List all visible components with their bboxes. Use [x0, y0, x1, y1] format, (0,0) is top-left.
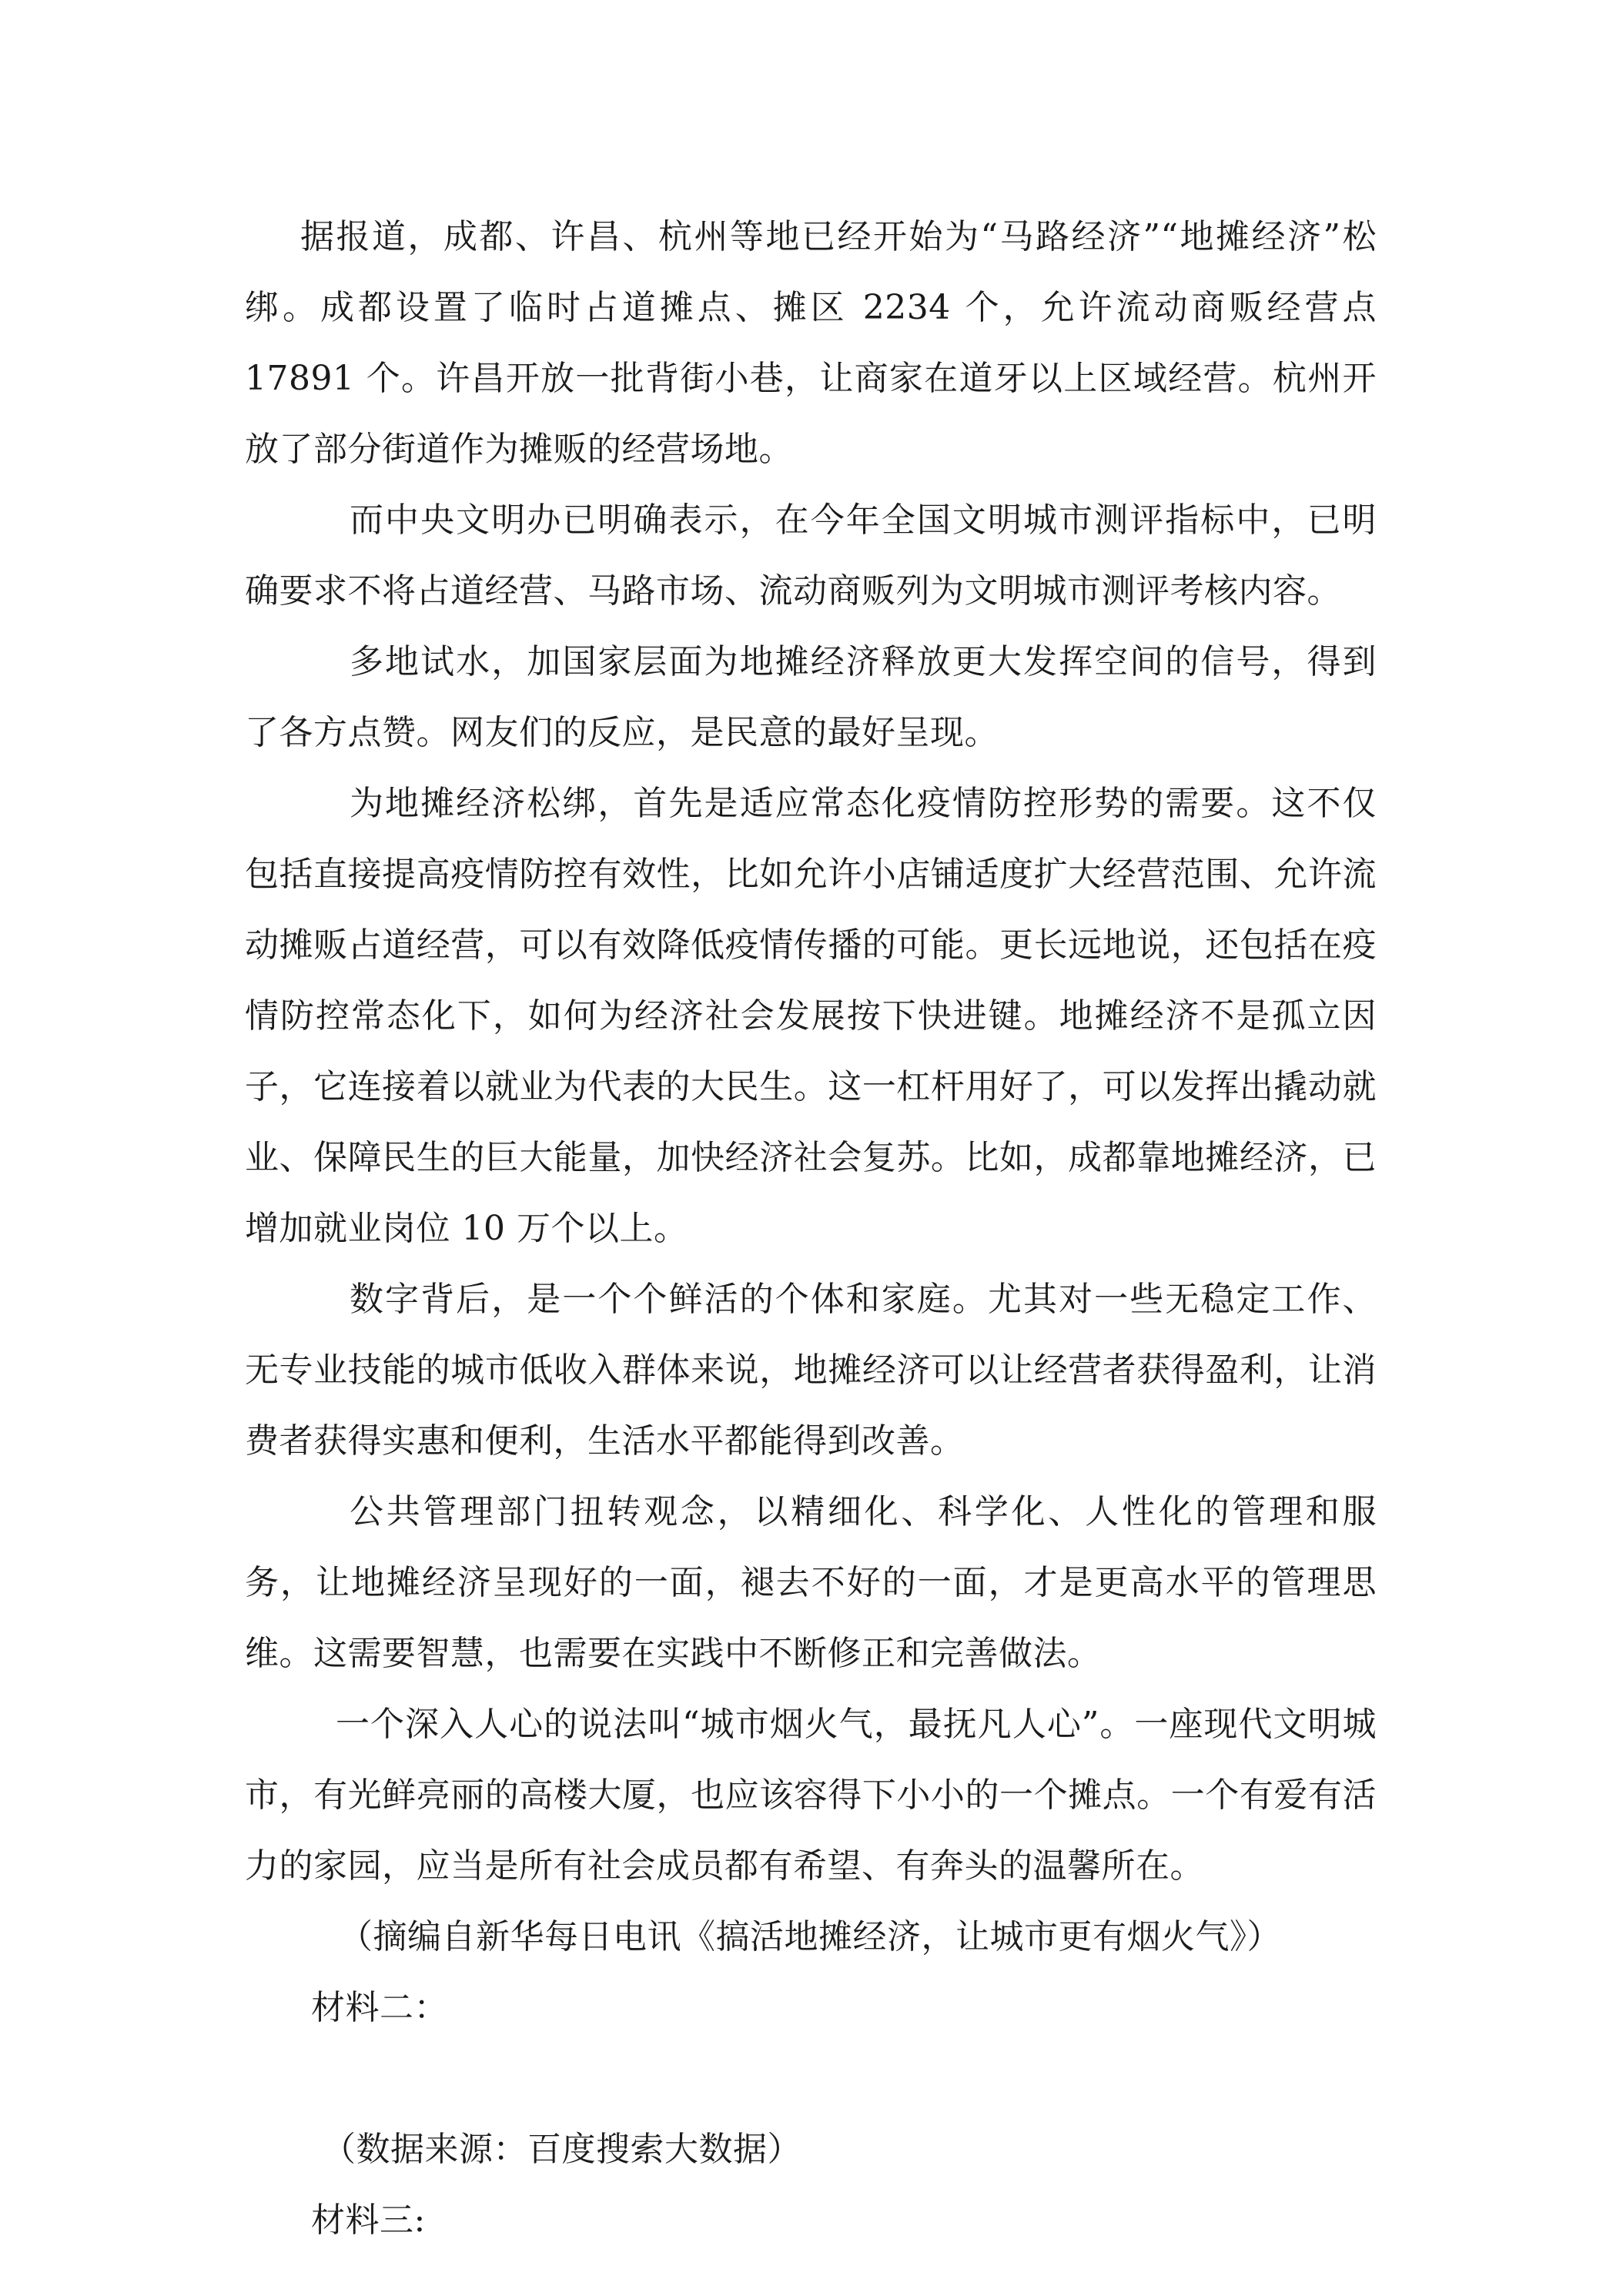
paragraph-4: 为地摊经济松绑，首先是适应常态化疫情防控形势的需要。这不仅包括直接提高疫情防控有效性，比如允许小店铺适度扩大经营范围、允许流动摊贩占道经营，可以有效降低疫情传播的可能。更长远地说，还包括在疫情防控常态化下，如何为经济社会发展按下快进键。地摊经济不是孤立因子，它连接着以就业为代表的大民生。这一杠杆用好了，可以发挥出撬动就业、保障民生的巨大能量，加快经济社会复苏。比如，成都靠地摊经济，已增加就业岗位 10 万个以上。 [245, 784, 1377, 1248]
paragraph-3: 多地试水，加国家层面为地摊经济释放更大发挥空间的信号，得到了各方点赞。网友们的反应，是民意的最好呈现。 [245, 642, 1377, 752]
source-note: （摘编自新华每日电讯《搞活地摊经济，让城市更有烟火气》） [339, 1917, 1281, 1956]
paragraph-1: 据报道，成都、许昌、杭州等地已经开始为“马路经济”“地摊经济”松绑。成都设置了临时占道摊点、摊区 2234 个，允许流动商贩经营点 17891 个。许昌开放一批背街小巷，让商家在道牙以上区域经营。杭州开放了部分街道作为摊贩的经营场地。 [245, 217, 1377, 469]
paragraph-2: 而中央文明办已明确表示，在今年全国文明城市测评指标中，已明确要求不将占道经营、马路市场、流动商贩列为文明城市测评考核内容。 [245, 500, 1377, 611]
material-2-image-area [245, 2043, 1377, 2114]
paragraph-7: 一个深入人心的说法叫“城市烟火气，最抚凡人心”。一座现代文明城市，有光鲜亮丽的高楼大厦，也应该容得下小小的一个摊点。一个有爱有活力的家园，应当是所有社会成员都有希望、有奔头的温馨所在。 [245, 1705, 1377, 1886]
data-source-note: （数据来源：百度搜索大数据） [322, 2130, 801, 2169]
material-2-label: 材料二： [311, 1988, 448, 2027]
paragraph-5: 数字背后，是一个个鲜活的个体和家庭。尤其对一些无稳定工作、无专业技能的城市低收入群体来说，地摊经济可以让经营者获得盈利，让消费者获得实惠和便利，生活水平都能得到改善。 [245, 1280, 1377, 1461]
material-3-label: 材料三: [311, 2201, 426, 2240]
paragraph-6: 公共管理部门扭转观念，以精细化、科学化、人性化的管理和服务，让地摊经济呈现好的一面，褪去不好的一面，才是更高水平的管理思维。这需要智慧，也需要在实践中不断修正和完善做法。 [245, 1492, 1377, 1673]
document-body [245, 202, 1377, 2256]
